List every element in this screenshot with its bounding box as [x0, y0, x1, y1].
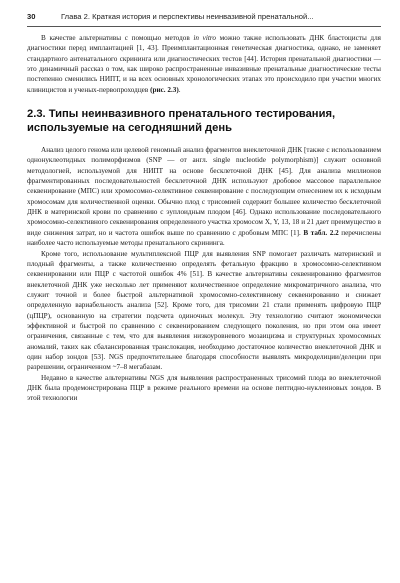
- chapter-title: Глава 2. Краткая история и перспективы неинвазивной пренатальной...: [61, 12, 314, 21]
- figure-reference: (рис. 2.3): [150, 85, 179, 94]
- paragraph-2-text-a: Анализ целого генома или целевой геномный анализ фрагментов внеклеточной ДНК [также с использованием однонуклеотидных полиморфизмов (SNP — от англ. single nucleotide polymorphism)] служит основной методологией, используемой для НИПТ на основе бесклеточной ДНК [45]. Для анализа миллионов фрагментированных последовательностей бесклеточной ДНК используют дробовое массовое параллельное секвенирование (МПС) или хромосомно-селективное секвенирование с последующим отнесением их к исходным хромосомам для количественной оценки. Обычно плод с трисомией содержит большее количество бесклеточной ДНК в материнской крови по сравнению с эуплоидным плодом [46]. Однако использование последовательного хромосомно-селективного секвенирования определенного участка хромосом X, Y, 13, 18 и 21 дает преимущество в виде снижения затрат, но и частота ошибок выше по сравнению с дробовым МПС [1].: [27, 146, 381, 237]
- paragraph-4: Недавно в качестве альтернативы NGS для выявления распространенных трисомий плода во внеклеточной ДНК была продемонстрирована ПЦР в режиме реального времени на основе пептидно-нуклеиновых зондов. В этой технологии: [27, 373, 381, 403]
- table-reference: В табл. 2.2: [303, 228, 339, 237]
- running-header: [27, 12, 381, 22]
- paragraph-2-text-b: перечислены наиболее часто используемые методы пренатального скрининга.: [27, 228, 382, 248]
- paragraph-2: [27, 145, 381, 248]
- paragraph-1-text-b: можно также использовать ДНК бластоцисты для диагностики перед имплантацией [1, 43]. Преимплантационная генетическая диагностика, однако, не заменяет стандартного антенатального скрининга или диагностических тестов [44]. История пренатальной диагностики — это динамичный рассказ о том, как широко распространенные инвазивные пренатальные диагностические тесты постепенно сменились НИПТ, и на всех основных хронологических этапах это происходило при участии многих клиницистов и ученых-первопроходцев: [27, 34, 381, 94]
- page-number: 30: [27, 12, 36, 21]
- paragraph-1-italic: in vitro: [193, 34, 216, 42]
- paragraph-1-text-a: В качестве альтернативы с помощью методов: [41, 34, 194, 42]
- section-heading: 2.3. Типы неинвазивного пренатального тестирования, используемые на сегодняшний день: [27, 108, 336, 135]
- paragraph-3: Кроме того, использование мультиплексной ПЦР для выявления SNP помогает различать материнский и плодный фрагменты, а также количественно определять фетальную фракцию в хромосомно-селективном секвенировании или ПЦР с частотой ошибок 4% [51]. В качестве альтернативы секвенированию фрагментов внеклеточной ДНК уже несколько лет применяют количественное определение микроматричного анализа, что служит точной и более быстрой альтернативой хромосомно-селективному секвенированию и снижает определенную вариабельность анализа [52]. Кроме того, для трисомии 21 стали применять цифровую ПЦР (цПЦР), основанную на стратегии подсчета одиночных молекул. Эту технологию считают экономически эффективной и быстрой по сравнению с секвенированием следующего поколения, но при этом она имеет ограничения, связанные с тем, что для выявления низкоуровневого мозаицизма и структурных хромосомных аномалий, таких как сбалансированная транслокация, необходимо достаточное количество внеклеточной ДНК и один набор зондов [53]. NGS предпочтительнее благодаря способности выявлять микроделиции/делеции при разрешении, ограниченном ~7–8 мегабазам.: [27, 249, 381, 372]
- header-divider: [27, 26, 381, 27]
- paragraph-1: [27, 33, 381, 95]
- body-text: [27, 33, 381, 404]
- paragraph-1-text-c: .: [178, 85, 181, 94]
